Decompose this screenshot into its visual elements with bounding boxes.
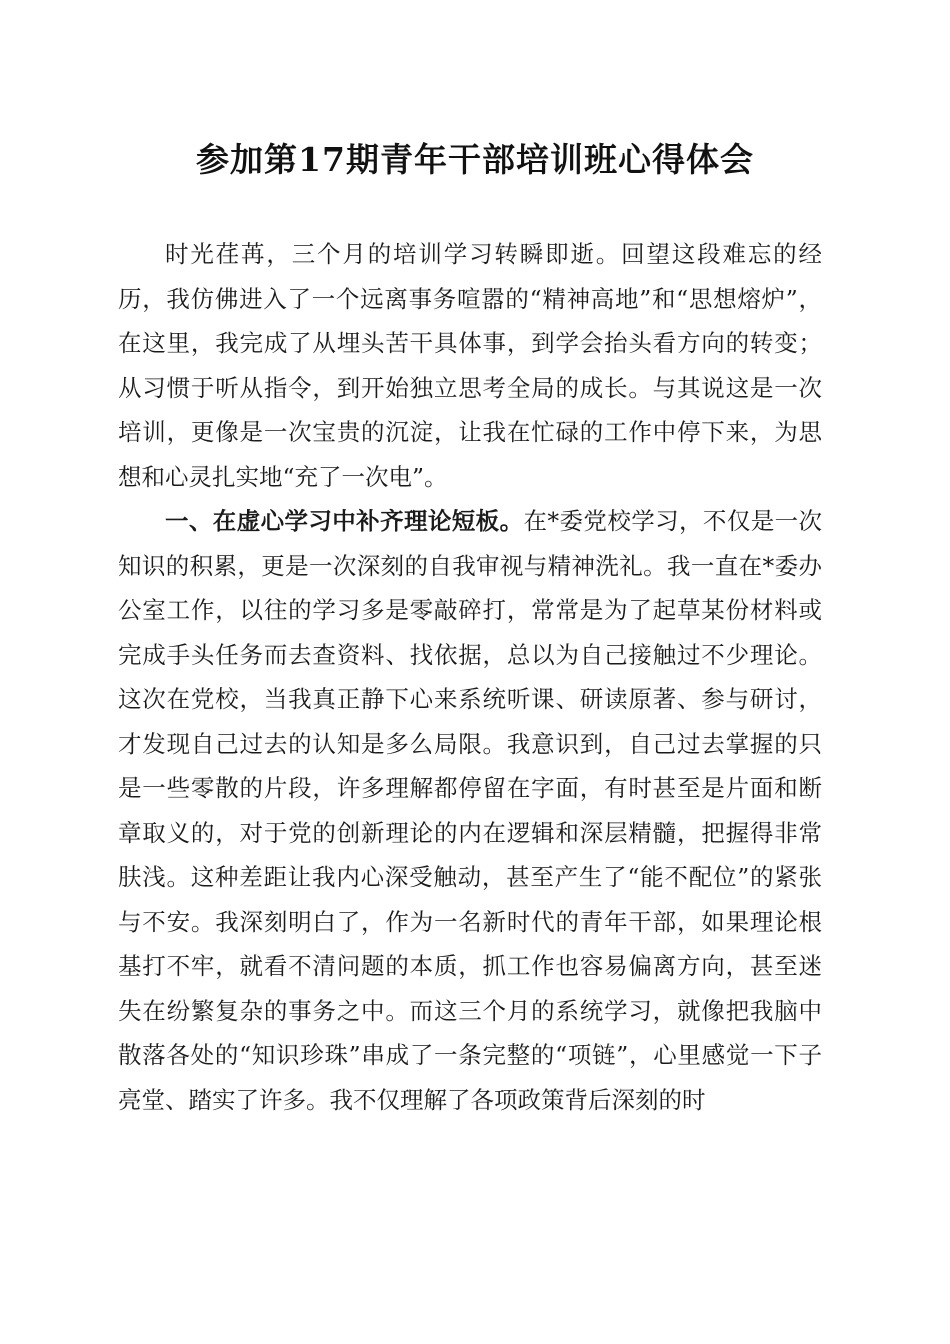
document-title: 参加第17期青年干部培训班心得体会 bbox=[196, 140, 754, 179]
section-1-text: 在*委党校学习，不仅是一次知识的积累，更是一次深刻的自我审视与精神洗礼。我一直在*委办公室工作，以往的学习多是零敲碎打，常常是为了起草某份材料或完成手头任务而去查资料、找依据，总以为自己接触过不少理论。这次在党校，当我真正静下心来系统听课、研读原著、参与研讨，才发现自己过去的认知是多么局限。我意识到，自己过去掌握的只是一些零散的片段，许多理解都停留在字面，有时甚至是片面和断章取义的，对于党的创新理论的内在逻辑和深层精髓，把握得非常肤浅。这种差距让我内心深受触动，甚至产生了“能不配位”的紧张与不安。我深刻明白了，作为一名新时代的青年干部，如果理论根基打不牢，就看不清问题的本质，抓工作也容易偏离方向，甚至迷失在纷繁复杂的事务之中。而这三个月的系统学习，就像把我脑中散落各处的“知识珍珠”串成了一条完整的“项链”，心里感觉一下子亮堂、踏实了许多。我不仅理解了各项政策背后深刻的时 bbox=[118, 507, 823, 1114]
paragraph-intro-text: 时光荏苒，三个月的培训学习转瞬即逝。回望这段难忘的经历，我仿佛进入了一个远离事务喧嚣的“精神高地”和“思想熔炉”，在这里，我完成了从埋头苦干具体事，到学会抬头看方向的转变；从习惯于听从指令，到开始独立思考全局的成长。与其说这是一次培训，更像是一次宝贵的沉淀，让我在忙碌的工作中停下来，为思想和心灵扎实地“充了一次电”。 bbox=[118, 240, 822, 491]
paragraph-section-1 bbox=[118, 499, 822, 1122]
section-1-heading: 一、在虚心学习中补齐理论短板。 bbox=[165, 507, 524, 535]
paragraph-intro bbox=[118, 232, 822, 499]
document-body bbox=[118, 232, 822, 1122]
